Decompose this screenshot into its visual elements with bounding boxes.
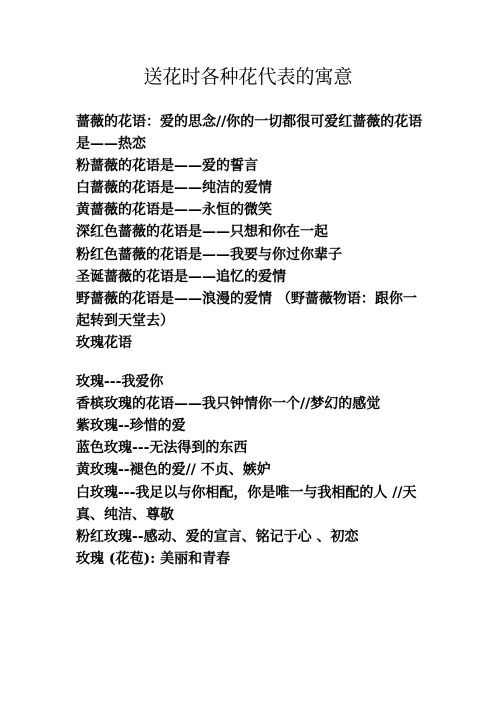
text-line: 粉蔷薇的花语是——爱的誓言 (76, 158, 258, 175)
text-line: 白玫瑰---我足以与你相配，你是唯一与我相配的人 //天真、纯洁、尊敬 (76, 484, 417, 523)
text-line: 蔷薇的花语：爱的思念//你的一切都很可爱红蔷薇的花语是——热恋 (76, 114, 423, 153)
text-line: 野蔷薇的花语是——浪漫的爱情 （野蔷薇物语：跟你一起转到天堂去） (76, 290, 417, 329)
text-line: 黄玫瑰--褪色的爱// 不贞、嫉妒 (76, 462, 271, 479)
text-line: 香槟玫瑰的花语——我只钟情你一个//梦幻的感觉 (76, 396, 381, 413)
text-line: 黄蔷薇的花语是——永恒的微笑 (76, 202, 272, 219)
document-title: 送花时各种花代表的寓意 (143, 66, 353, 88)
paragraph-gap (76, 354, 426, 371)
text-line: 蓝色玫瑰---无法得到的东西 (76, 440, 248, 457)
text-line: 粉红色蔷薇的花语是——我要与你过你辈子 (76, 246, 342, 263)
text-line: 白蔷薇的花语是——纯洁的爱情 (76, 180, 272, 197)
text-line: 深红色蔷薇的花语是——只想和你在一起 (76, 224, 328, 241)
document-body (76, 111, 426, 570)
text-line: 圣诞蔷薇的花语是——追忆的爱情 (76, 268, 286, 285)
section-heading: 玫瑰花语 (76, 334, 132, 351)
text-line: 玫瑰---我爱你 (76, 374, 164, 391)
text-line: 玫瑰 (花苞): 美丽和青春 (76, 550, 231, 567)
text-line: 紫玫瑰--珍惜的爱 (76, 418, 186, 435)
text-line: 粉红玫瑰--感动、爱的宣言、铭记于心 、初恋 (76, 528, 359, 545)
